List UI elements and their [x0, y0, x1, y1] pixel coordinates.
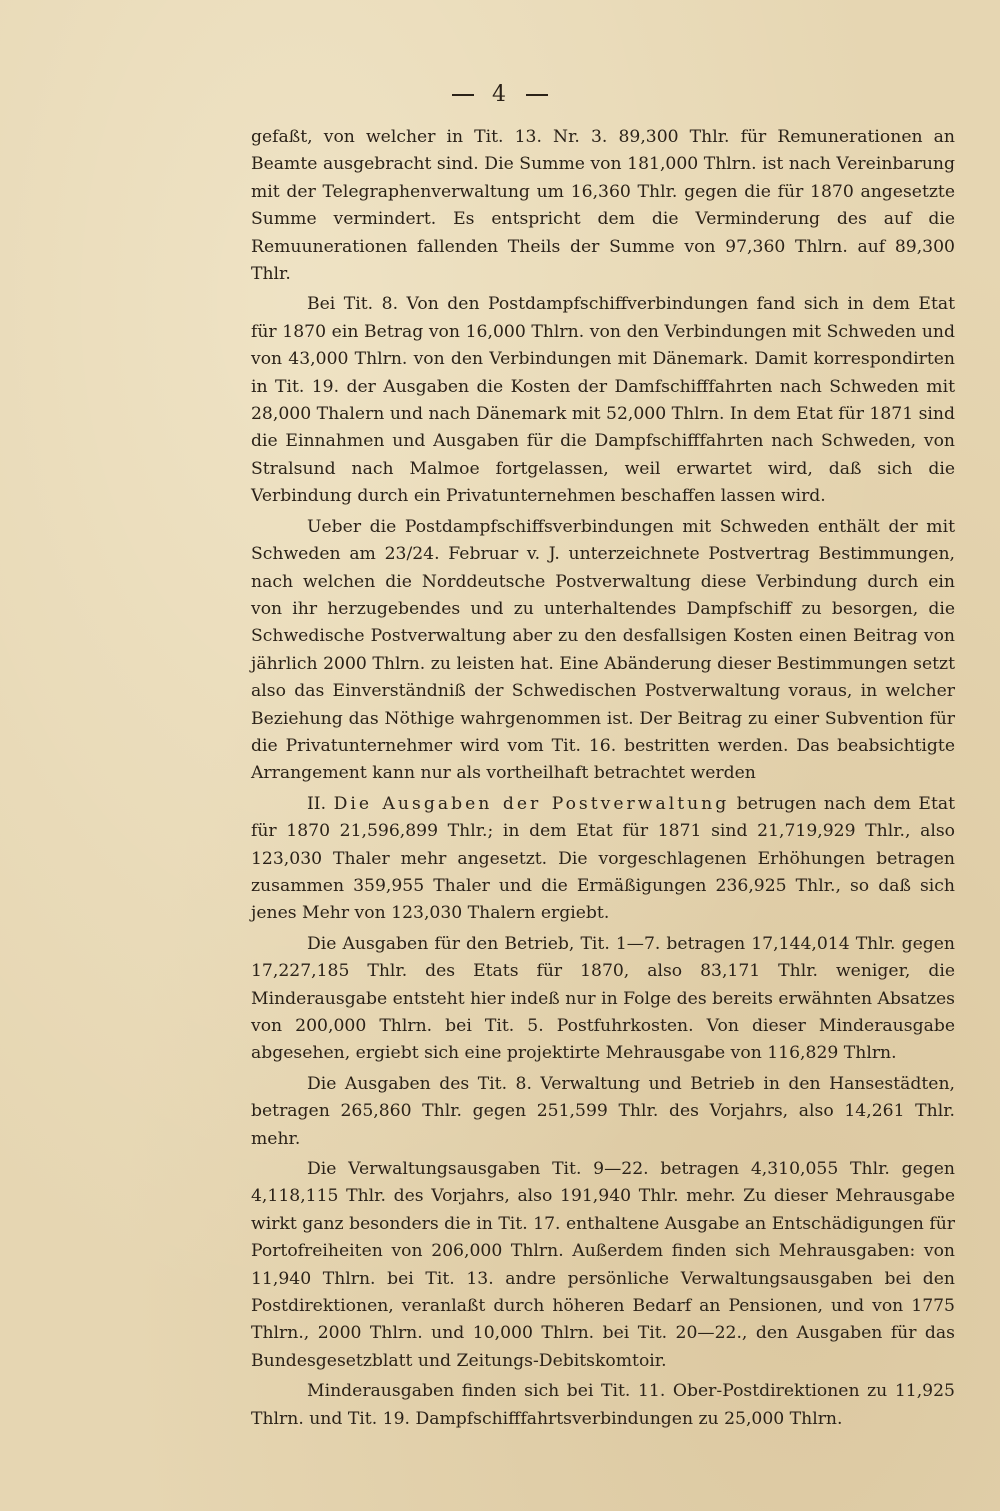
paragraph-1: gefaßt, von welcher in Tit. 13. Nr. 3. 89,300 Thlr. für Remunerationen an Beamte ausgebracht sind. Die Summe von 181,000 Thlrn. ist nach Vereinbarung mit der Telegraphenverwaltung um 16,360 Thlr. gegen die für 1870 angesetzte Summe vermindert. Es entspricht dem die Verminderung des auf die Remuunerationen fallenden Theils der Summe von 97,360 Thlrn. auf 89,300 Thlr. — [251, 127, 955, 285]
paragraph-2: Bei Tit. 8. Von den Postdampfschiffverbindungen fand sich in dem Etat für 1870 ein Betrag von 16,000 Thlrn. von den Verbindungen mit Schweden und von 43,000 Thlrn. von den Verbindungen mit Dänemark. Damit korrespondirten in Tit. 19. der Ausgaben die Kosten der Damfschifffahrten nach Schweden mit 28,000 Thalern und nach Dänemark mit 52,000 Thlrn. In dem Etat für 1871 sind die Einnahmen und Ausgaben für die Dampfschifffahrten nach Schweden, von Stralsund nach Malmoe fortgelassen, weil erwartet wird, daß sich die Verbindung durch ein Privatunternehmen beschaffen lassen wird. — [251, 294, 955, 507]
section-number: II. — [307, 793, 327, 814]
paragraph-6: Die Ausgaben des Tit. 8. Verwaltung und Betrieb in den Hansestädten, betragen 265,860 Thlr. gegen 251,599 Thlr. des Vorjahrs, also 14,261 Thlr. mehr. — [251, 1073, 955, 1149]
dash-right — [526, 94, 548, 96]
body-text — [251, 124, 955, 1436]
section-heading-spaced: Die Ausgaben der Postverwaltung — [333, 793, 730, 814]
paragraph-4 — [251, 791, 955, 928]
paragraph-8: Minderausgaben finden sich bei Tit. 11. Ober-Postdirektionen zu 11,925 Thlrn. und Tit. 19. Dampfschifffahrtsverbindungen zu 25,000 Thlrn. — [251, 1381, 955, 1429]
paragraph-3: Ueber die Postdampfschiffsverbindungen mit Schweden enthält der mit Schweden am 23/24. Februar v. J. unterzeichnete Postvertrag Bestimmungen, nach welchen die Norddeutsche Postverwaltung diese Verbindung durch ein von ihr herzugebendes und zu unterhaltendes Dampfschiff zu besorgen, die Schwedische Postverwaltung aber zu den desfallsigen Kosten einen Beitrag von jährlich 2000 Thlrn. zu leisten hat. Eine Abänderung dieser Bestimmungen setzt also das Einverständniß der Schwedischen Postverwaltung voraus, in welcher Beziehung das Nöthige wahrgenommen ist. Der Beitrag zu einer Subvention für die Privatunternehmer wird vom Tit. 16. bestritten werden. Das beabsichtigte Arrangement kann nur als vortheilhaft betrachtet werden — [251, 516, 955, 784]
page-number — [0, 82, 1000, 107]
paragraph-5: Die Ausgaben für den Betrieb, Tit. 1—7. betragen 17,144,014 Thlr. gegen 17,227,185 Thlr. des Etats für 1870, also 83,171 Thlr. weniger, die Minderausgabe entsteht hier indeß nur in Folge des bereits erwähnten Absatzes von 200,000 Thlrn. bei Tit. 5. Postfuhrkosten. Von dieser Minderausgabe abgesehen, ergiebt sich eine projektirte Mehrausgabe von 116,829 Thlrn. — [251, 933, 955, 1064]
paragraph-4-text: betrugen nach dem Etat für 1870 21,596,899 Thlr.; in dem Etat für 1871 sind 21,719,929 Thlr., also 123,030 Thaler mehr angesetzt. Die vorgeschlagenen Erhöhungen betragen zusammen 359,955 Thaler und die Ermäßigungen 236,925 Thlr., so daß sich jenes Mehr von 123,030 Thalern ergiebt. — [251, 793, 956, 924]
page-number-value: 4 — [492, 82, 508, 107]
dash-left — [452, 94, 474, 96]
paragraph-7: Die Verwaltungsausgaben Tit. 9—22. betragen 4,310,055 Thlr. gegen 4,118,115 Thlr. des Vorjahrs, also 191,940 Thlr. mehr. Zu dieser Mehrausgabe wirkt ganz besonders die in Tit. 17. enthaltene Ausgabe an Entschädigungen für Portofreiheiten von 206,000 Thlrn. Außerdem finden sich Mehrausgaben: von 11,940 Thlrn. bei Tit. 13. andre persönliche Verwaltungsausgaben bei den Postdirektionen, veranlaßt durch höheren Bedarf an Pensionen, und von 1775 Thlrn., 2000 Thlrn. und 10,000 Thlrn. bei Tit. 20—22., den Ausgaben für das Bundesgesetzblatt und Zeitungs-Debitskomtoir. — [251, 1159, 955, 1371]
